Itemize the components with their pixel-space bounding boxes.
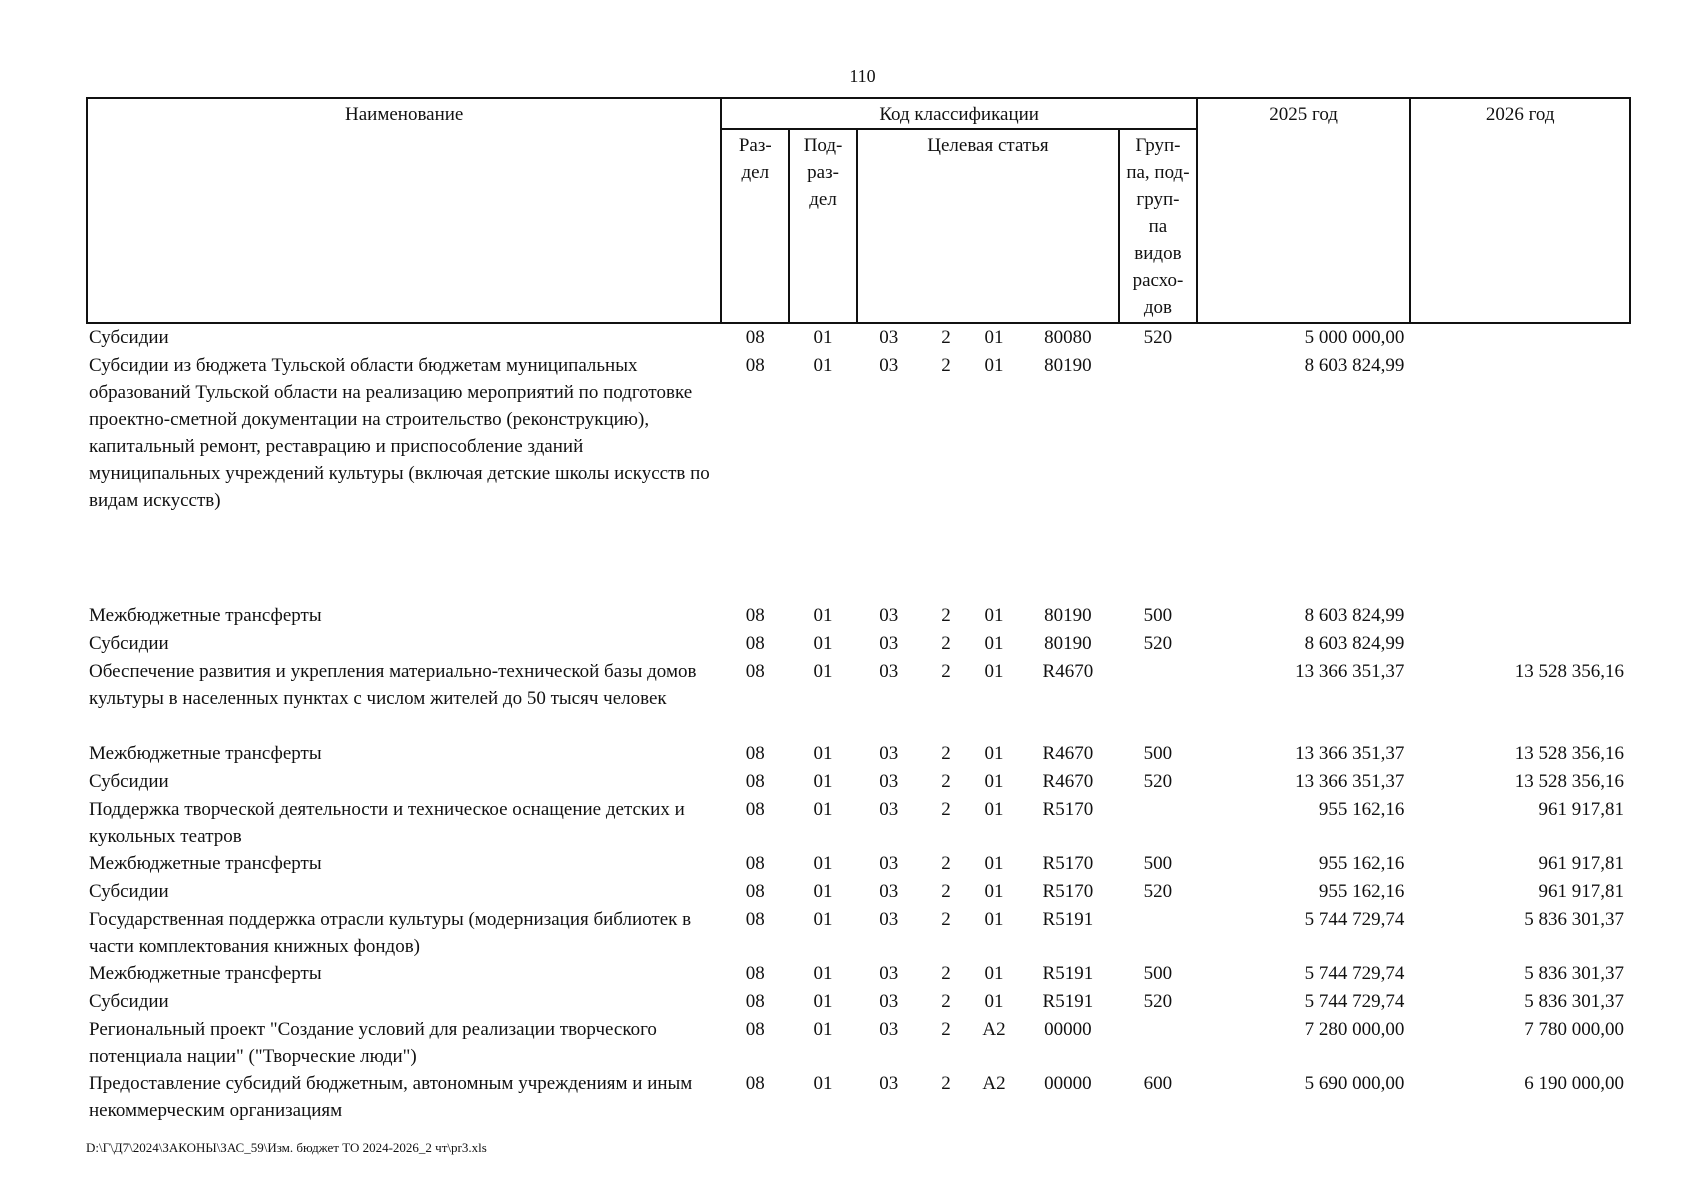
table-row [87,1016,1630,1070]
row-podrazdel: 01 [813,1073,833,1094]
row-target-event: 01 [984,799,1004,820]
row-razdel: 08 [745,355,765,376]
row-name: Субсидии [89,771,169,792]
row-podrazdel: 01 [813,799,833,820]
row-razdel: 08 [745,1073,765,1094]
row-target-subprogram: 2 [941,799,951,820]
row-target-subprogram: 2 [941,1019,951,1040]
table-row [87,906,1630,960]
row-target-program: 03 [879,661,899,682]
page-number: 110 [849,66,876,86]
row-amount-2025: 8 603 824,99 [1304,633,1405,654]
row-target-subprogram: 2 [941,853,951,874]
row-amount-2026 [1410,630,1630,658]
row-target-direction: 80080 [1044,327,1092,348]
row-razdel: 08 [745,909,765,930]
row-name: Государственная поддержка отрасли культуры (модернизация библиотек в части комплектования книжных фондов) [89,909,692,957]
row-target-program: 03 [879,355,899,376]
row-podrazdel: 01 [813,633,833,654]
row-target-event: 01 [984,633,1004,654]
row-razdel: 08 [745,771,765,792]
row-target-program: 03 [879,633,899,654]
row-target-event: 01 [984,909,1004,930]
row-target-direction: 80190 [1044,633,1092,654]
row-target-program: 03 [879,327,899,348]
row-expense-group: 520 [1143,881,1173,902]
table-row [87,658,1630,740]
row-podrazdel: 01 [813,743,833,764]
row-target-subprogram: 2 [941,991,951,1012]
row-razdel: 08 [745,743,765,764]
row-name: Предоставление субсидий бюджетным, автономным учреждениям и иным некоммерческим организациям [89,1073,693,1121]
row-target-direction: 00000 [1044,1019,1092,1040]
row-amount-2026: 5 836 301,37 [1524,963,1624,984]
row-target-subprogram: 2 [941,743,951,764]
row-expense-group [1119,352,1197,602]
header-target: Целевая статья [857,129,1119,323]
row-podrazdel: 01 [813,1019,833,1040]
row-expense-group: 520 [1143,633,1173,654]
header-group: Груп- па, под- груп- па видов расхо- дов [1119,129,1197,323]
table-row [87,1070,1630,1124]
row-target-event: 01 [984,853,1004,874]
row-podrazdel: 01 [813,909,833,930]
row-target-subprogram: 2 [941,355,951,376]
row-name: Субсидии [89,633,169,654]
table-row [87,352,1630,602]
row-target-subprogram: 2 [941,605,951,626]
row-razdel: 08 [745,853,765,874]
row-name: Межбюджетные трансферты [89,743,322,764]
row-target-direction: 80190 [1044,355,1092,376]
row-target-program: 03 [879,771,899,792]
row-target-direction: R4670 [1042,743,1094,764]
row-podrazdel: 01 [813,661,833,682]
row-amount-2025: 8 603 824,99 [1304,605,1405,626]
row-name: Межбюджетные трансферты [89,963,322,984]
row-target-direction: R5191 [1042,963,1094,984]
row-expense-group: 500 [1143,853,1173,874]
row-target-program: 03 [879,799,899,820]
row-target-direction: R5170 [1042,881,1094,902]
row-expense-group [1119,658,1197,740]
row-amount-2026: 13 528 356,16 [1514,771,1624,792]
row-target-direction: R4670 [1042,661,1094,682]
row-target-direction: R5191 [1042,991,1094,1012]
header-section: Раз- дел [721,129,789,323]
row-razdel: 08 [745,963,765,984]
row-podrazdel: 01 [813,605,833,626]
header-year-2025: 2025 год [1197,98,1410,323]
header-code-group: Код классификации [721,98,1197,129]
row-expense-group: 500 [1143,605,1173,626]
row-amount-2025: 13 366 351,37 [1295,771,1405,792]
table-row [87,323,1630,352]
row-target-program: 03 [879,743,899,764]
table-row [87,768,1630,796]
row-target-program: 03 [879,909,899,930]
table-row [87,988,1630,1016]
row-target-subprogram: 2 [941,633,951,654]
row-amount-2025: 13 366 351,37 [1295,743,1405,764]
table-row [87,602,1630,630]
row-amount-2026: 13 528 356,16 [1514,661,1624,682]
row-amount-2025: 5 744 729,74 [1304,963,1405,984]
row-target-program: 03 [879,1019,899,1040]
row-target-direction: R5170 [1042,853,1094,874]
row-razdel: 08 [745,605,765,626]
table-row [87,796,1630,850]
row-podrazdel: 01 [813,771,833,792]
row-expense-group [1119,796,1197,850]
row-target-program: 03 [879,991,899,1012]
row-target-subprogram: 2 [941,963,951,984]
table-row [87,960,1630,988]
row-name: Субсидии [89,327,169,348]
row-name: Поддержка творческой деятельности и техническое оснащение детских и кукольных театров [89,799,685,847]
row-amount-2026: 5 836 301,37 [1524,909,1624,930]
row-target-event: А2 [982,1073,1006,1094]
row-amount-2025: 8 603 824,99 [1304,355,1405,376]
row-podrazdel: 01 [813,853,833,874]
row-podrazdel: 01 [813,991,833,1012]
row-razdel: 08 [745,881,765,902]
row-expense-group: 500 [1143,743,1173,764]
footer-file-path: D:\Г\Д7\2024\ЗАКОНЫ\ЗАС_59\Изм. бюджет ТО 2024-2026_2 чт\pr3.xls [86,1140,487,1155]
row-name: Межбюджетные трансферты [89,853,322,874]
row-target-direction: 00000 [1044,1073,1092,1094]
row-amount-2025: 5 690 000,00 [1304,1073,1405,1094]
row-target-event: 01 [984,963,1004,984]
row-target-subprogram: 2 [941,1073,951,1094]
row-expense-group: 520 [1143,771,1173,792]
row-amount-2025: 5 744 729,74 [1304,909,1405,930]
row-podrazdel: 01 [813,963,833,984]
row-razdel: 08 [745,799,765,820]
row-target-event: А2 [982,1019,1006,1040]
row-target-event: 01 [984,743,1004,764]
row-podrazdel: 01 [813,355,833,376]
header-name: Наименование [87,98,721,323]
row-target-program: 03 [879,605,899,626]
row-amount-2025: 5 000 000,00 [1304,327,1405,348]
row-expense-group [1119,1016,1197,1070]
row-target-event: 01 [984,605,1004,626]
row-expense-group: 520 [1143,991,1173,1012]
row-amount-2025: 7 280 000,00 [1304,1019,1405,1040]
row-amount-2026 [1410,352,1630,602]
row-name: Субсидии [89,991,169,1012]
row-target-subprogram: 2 [941,327,951,348]
row-name: Межбюджетные трансферты [89,605,322,626]
row-target-event: 01 [984,327,1004,348]
row-podrazdel: 01 [813,881,833,902]
row-name: Субсидии [89,881,169,902]
budget-table [86,97,1631,1124]
row-target-event: 01 [984,771,1004,792]
row-name: Субсидии из бюджета Тульской области бюджетам муниципальных образований Тульской области на реализацию мероприятий по подготовке проектно-сметной документации на строительство (реконструкцию), капитальный ремонт, реставрацию и приспособление зданий муниципальных учреждений культуры (включая детские школы искусств по видам искусств) [89,355,710,511]
row-amount-2025: 5 744 729,74 [1304,991,1405,1012]
row-razdel: 08 [745,327,765,348]
row-target-event: 01 [984,661,1004,682]
row-expense-group: 520 [1143,327,1173,348]
row-expense-group: 500 [1143,963,1173,984]
row-target-event: 01 [984,355,1004,376]
row-target-event: 01 [984,991,1004,1012]
row-target-subprogram: 2 [941,909,951,930]
row-amount-2026 [1410,602,1630,630]
table-row [87,878,1630,906]
row-razdel: 08 [745,991,765,1012]
row-razdel: 08 [745,1019,765,1040]
row-amount-2026: 5 836 301,37 [1524,991,1624,1012]
row-expense-group [1119,906,1197,960]
row-razdel: 08 [745,661,765,682]
row-name: Обеспечение развития и укрепления материально-технической базы домов культуры в населенных пунктах с числом жителей до 50 тысяч человек [89,661,697,709]
row-amount-2025: 955 162,16 [1318,881,1405,902]
row-target-program: 03 [879,1073,899,1094]
row-amount-2025: 955 162,16 [1318,799,1405,820]
row-target-direction: R5170 [1042,799,1094,820]
row-target-direction: R5191 [1042,909,1094,930]
header-subsection: Под- раз- дел [789,129,857,323]
row-amount-2026: 961 917,81 [1538,853,1624,874]
row-target-direction: R4670 [1042,771,1094,792]
table-row [87,740,1630,768]
table-body [87,323,1630,1124]
row-amount-2025: 13 366 351,37 [1295,661,1405,682]
table-row [87,850,1630,878]
row-podrazdel: 01 [813,327,833,348]
row-amount-2025: 955 162,16 [1318,853,1405,874]
row-expense-group: 600 [1143,1073,1173,1094]
table-row [87,630,1630,658]
row-target-program: 03 [879,881,899,902]
row-target-event: 01 [984,881,1004,902]
header-row-1 [87,98,1630,129]
row-target-program: 03 [879,963,899,984]
row-amount-2026: 13 528 356,16 [1514,743,1624,764]
row-target-subprogram: 2 [941,881,951,902]
row-target-program: 03 [879,853,899,874]
row-target-subprogram: 2 [941,661,951,682]
row-amount-2026: 961 917,81 [1538,799,1624,820]
row-name: Региональный проект "Создание условий для реализации творческого потенциала нации" ("Творческие люди") [89,1019,657,1067]
row-target-direction: 80190 [1044,605,1092,626]
row-amount-2026: 6 190 000,00 [1524,1073,1624,1094]
header-year-2026: 2026 год [1410,98,1630,323]
row-razdel: 08 [745,633,765,654]
row-amount-2026 [1410,323,1630,352]
row-amount-2026: 961 917,81 [1538,881,1624,902]
row-target-subprogram: 2 [941,771,951,792]
row-amount-2026: 7 780 000,00 [1524,1019,1624,1040]
